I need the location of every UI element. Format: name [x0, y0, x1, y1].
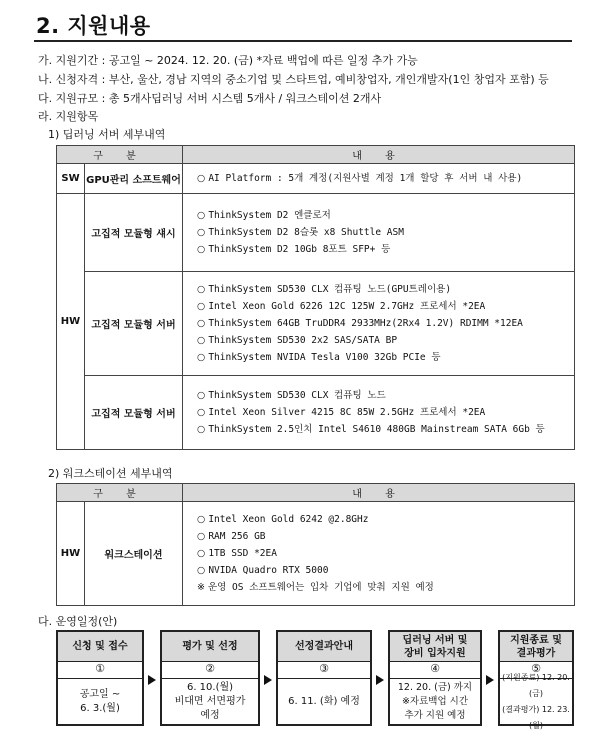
step-body — [390, 679, 480, 724]
list-item: ○ ThinkSystem SD530 CLX 컴퓨팅 노드(GPU트레이용) — [197, 281, 564, 298]
workstation-section-heading: 2) 워크스테이션 세부내역 — [48, 467, 173, 480]
ws-note: ※ 운영 OS 소프트웨어는 입차 기업에 맞춰 지원 예정 — [197, 579, 564, 596]
list-item: ○ 1TB SSD *2EA — [197, 545, 564, 562]
flow-arrow-icon — [148, 675, 156, 685]
server-section-heading: 1) 딥러닝 서버 세부내역 — [48, 128, 166, 141]
step-line: 12. 20. (금) 까지 — [397, 681, 473, 693]
schedule-step-5 — [498, 630, 574, 730]
workstation-spec-table — [56, 483, 575, 606]
hw-name-cell: 고집적 모듈형 서버 — [85, 272, 183, 376]
list-item: ○ Intel Xeon Silver 4215 8C 85W 2.5GHz 프로세서 *2EA — [197, 404, 564, 421]
flow-arrow-icon — [264, 675, 272, 685]
list-item: ○ ThinkSystem 64GB TruDDR4 2933MHz(2Rx4 1.2V) RDIMM *12EA — [197, 315, 564, 332]
schedule-heading: 다. 운영일정(안) — [38, 615, 118, 628]
step-line: 추가 지원 예정 — [404, 709, 466, 721]
step-number: ⑤ — [500, 662, 572, 679]
list-item: ○ ThinkSystem D2 엔클로저 — [197, 207, 564, 224]
page-title: 2. 지원내용 — [36, 14, 151, 38]
list-item: ○ ThinkSystem NVIDA Tesla V100 32Gb PCIe 등 — [197, 349, 564, 366]
support-scale: 다. 지원규모 : 총 5개사딥러닝 서버 시스템 5개사 / 워크스테이션 2개사 — [38, 92, 382, 105]
step-line: 공고일 ~ — [79, 688, 121, 700]
step-line: 6. 10.(월) — [186, 681, 234, 693]
step-body — [162, 679, 258, 724]
list-item: ○ ThinkSystem SD530 2x2 SAS/SATA BP — [197, 332, 564, 349]
support-period: 가. 지원기간 : 공고일 ~ 2024. 12. 20. (금) *자료 백업에 따른 일정 추가 가능 — [38, 54, 418, 67]
flow-arrow-icon — [376, 675, 384, 685]
step-title-line: 장비 입차지원 — [404, 647, 466, 659]
schedule-step-3 — [276, 630, 372, 726]
list-item: ○ Intel Xeon Gold 6242 @2.8GHz — [197, 511, 564, 528]
ws-name-cell: 워크스테이션 — [85, 502, 183, 606]
step-line: 6. 11. (화) 예정 — [288, 695, 360, 707]
hw-content-cell — [183, 194, 575, 272]
ws-type-cell: HW — [57, 502, 85, 606]
step-title-line: 지원종료 및 — [510, 634, 562, 646]
step-title: 평가 및 선정 — [162, 632, 258, 662]
title-underline — [34, 40, 572, 42]
list-item: ○ NVIDA Quadro RTX 5000 — [197, 562, 564, 579]
flow-arrow-icon — [486, 675, 494, 685]
schedule-step-2 — [160, 630, 260, 726]
step-number: ③ — [278, 662, 370, 679]
list-item: ○ ThinkSystem D2 10Gb 8포트 SFP+ 등 — [197, 241, 564, 258]
sw-name-cell: GPU관리 소프트웨어 — [85, 164, 183, 194]
step-title-line: 딥러닝 서버 및 — [402, 634, 468, 646]
server-col-header-content: 내 용 — [183, 146, 575, 164]
hw-content-cell — [183, 376, 575, 450]
eligibility: 나. 신청자격 : 부산, 울산, 경남 지역의 중소기업 및 스타트업, 예비창업자, 개인개발자(1인 창업자 포함) 등 — [38, 73, 549, 86]
step-title-line: 결과평가 — [516, 647, 556, 659]
step-body — [500, 672, 572, 730]
ws-col-header-category: 구 분 — [57, 484, 183, 502]
step-number: ② — [162, 662, 258, 679]
list-item: ○ Intel Xeon Gold 6226 12C 125W 2.7GHz 프로세서 *2EA — [197, 298, 564, 315]
step-title — [500, 632, 572, 662]
step-line: 예정 — [200, 709, 220, 721]
step-line: ※자료백업 시간 — [401, 695, 469, 707]
step-number: ① — [58, 662, 142, 679]
step-line: 6. 3.(월) — [80, 702, 120, 714]
server-spec-table — [56, 145, 575, 450]
step-body — [58, 679, 142, 724]
list-item: ○ ThinkSystem D2 8슬롯 x8 Shuttle ASM — [197, 224, 564, 241]
hw-name-cell: 고집적 모듈형 섀시 — [85, 194, 183, 272]
sw-content-cell — [183, 164, 575, 194]
support-items-heading: 라. 지원항목 — [38, 110, 99, 123]
list-item: ○ ThinkSystem SD530 CLX 컴퓨팅 노드 — [197, 387, 564, 404]
step-body — [278, 679, 370, 724]
ws-content-cell — [183, 502, 575, 606]
sw-type-cell: SW — [57, 164, 85, 194]
server-col-header-category: 구 분 — [57, 146, 183, 164]
step-number: ④ — [390, 662, 480, 679]
step-line: (지원종료) 12. 20.(금) — [502, 672, 570, 698]
list-item: ○ ThinkSystem 2.5인치 Intel S4610 480GB Mainstream SATA 6Gb 등 — [197, 421, 564, 438]
list-item: ○ RAM 256 GB — [197, 528, 564, 545]
step-title: 선정결과안내 — [278, 632, 370, 662]
hw-name-cell: 고집적 모듈형 서버 — [85, 376, 183, 450]
step-title: 신청 및 접수 — [58, 632, 142, 662]
hw-type-cell: HW — [57, 194, 85, 450]
schedule-step-4 — [388, 630, 482, 726]
step-line: (결과평가) 12. 23.(월) — [502, 704, 570, 730]
ws-col-header-content: 내 용 — [183, 484, 575, 502]
hw-content-cell — [183, 272, 575, 376]
step-title — [390, 632, 480, 662]
schedule-step-1 — [56, 630, 144, 726]
step-line: 비대면 서면평가 — [174, 695, 246, 707]
list-item: ○ AI Platform : 5개 계정(지원사별 계정 1개 할당 후 서버 내 사용) — [197, 170, 564, 187]
